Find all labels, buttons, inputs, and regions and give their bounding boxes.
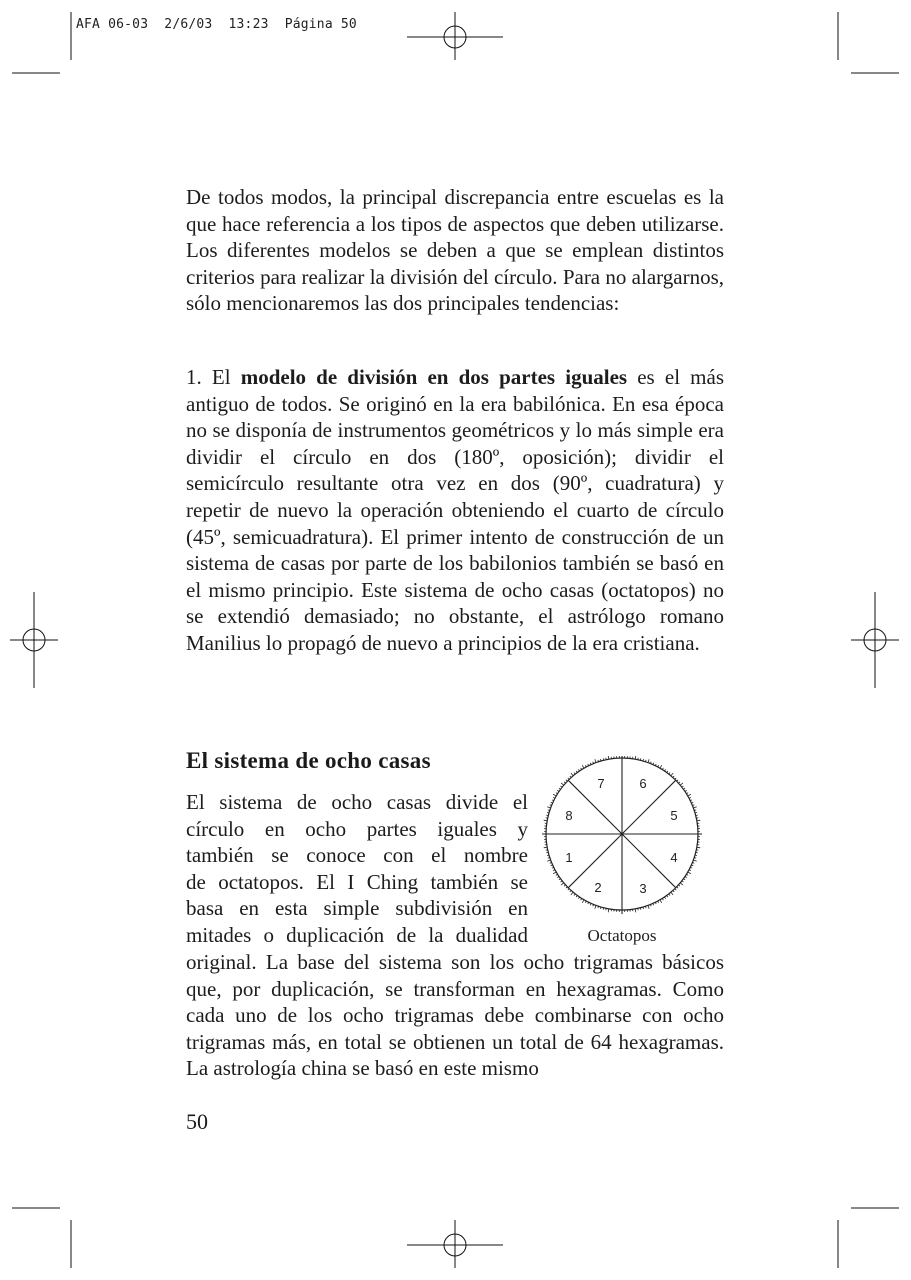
house-label-5: 5 bbox=[670, 808, 678, 823]
section-line: también se conoce con el nombre bbox=[186, 843, 528, 868]
section-line: El sistema de ocho casas divide el bbox=[186, 790, 528, 814]
house-label-1: 1 bbox=[565, 850, 573, 865]
list-item-1-prefix: 1. El bbox=[186, 365, 241, 389]
registration-mark-bottom bbox=[407, 1220, 503, 1268]
house-label-6: 6 bbox=[639, 776, 647, 791]
house-label-4: 4 bbox=[670, 850, 678, 865]
registration-mark-left bbox=[10, 592, 58, 688]
octatopos-figure bbox=[540, 756, 704, 946]
section-heading: El sistema de ocho casas bbox=[186, 748, 431, 773]
registration-mark-right bbox=[851, 592, 899, 688]
section-line: basa en esta simple subdivisión en bbox=[186, 896, 528, 921]
section-continuation: original. La base del sistema son los ocho trigramas básicos que, por duplicación, se transforman en hexagramas. Como cada uno de los ocho trigramas debe combinarse con ocho trigramas más, en total se obtienen un total de 64 hexagramas. La astrología china se basó en este mismo bbox=[186, 950, 724, 1081]
section-line: mitades o duplicación de la dualidad bbox=[186, 922, 528, 947]
section-line: de octatopos. El I Ching también se bbox=[186, 869, 528, 894]
house-label-3: 3 bbox=[639, 881, 647, 896]
octatopos-diagram bbox=[540, 756, 704, 920]
intro-paragraph: De todos modos, la principal discrepancia entre escuelas es la que hace referencia a los tipos de aspectos que deben utilizarse. Los diferentes modelos se deben a que se emplean distintos criterios para realizar la división del círculo. Para no alargarnos, sólo mencionaremos las dos principales tendencias: bbox=[186, 185, 724, 316]
print-slug: AFA 06-03 2/6/03 13:23 Página 50 bbox=[76, 17, 357, 32]
registration-mark-top bbox=[407, 12, 503, 60]
section-wrapped-text bbox=[186, 789, 528, 949]
figure-caption: Octatopos bbox=[587, 926, 657, 945]
house-label-8: 8 bbox=[565, 808, 573, 823]
list-item-1 bbox=[186, 364, 724, 657]
house-label-2: 2 bbox=[594, 880, 602, 895]
list-item-1-bold: modelo de división en dos partes iguales bbox=[240, 365, 628, 389]
page-number: 50 bbox=[186, 1109, 208, 1134]
house-label-7: 7 bbox=[597, 776, 605, 791]
section-line: círculo en ocho partes iguales y bbox=[186, 816, 528, 841]
list-item-1-rest: es el más antiguo de todos. Se originó en la era babilónica. En esa época no se disponía de instrumentos geométricos y lo más simple era dividir el círculo en dos (180º, oposición); dividir el semicírculo resultante otra vez en dos (90º, cuadratura) y repetir de nuevo la operación obteniendo el cuarto de círculo (45º, semicuadratura). El primer intento de construcción de un sistema de casas por parte de los babilonios también se basó en el mismo principio. Este sistema de ocho casas (octatopos) no se extendió demasiado; no obstante, el astrólogo romano Manilius lo propagó de nuevo a principios de la era cristiana. bbox=[186, 365, 724, 655]
